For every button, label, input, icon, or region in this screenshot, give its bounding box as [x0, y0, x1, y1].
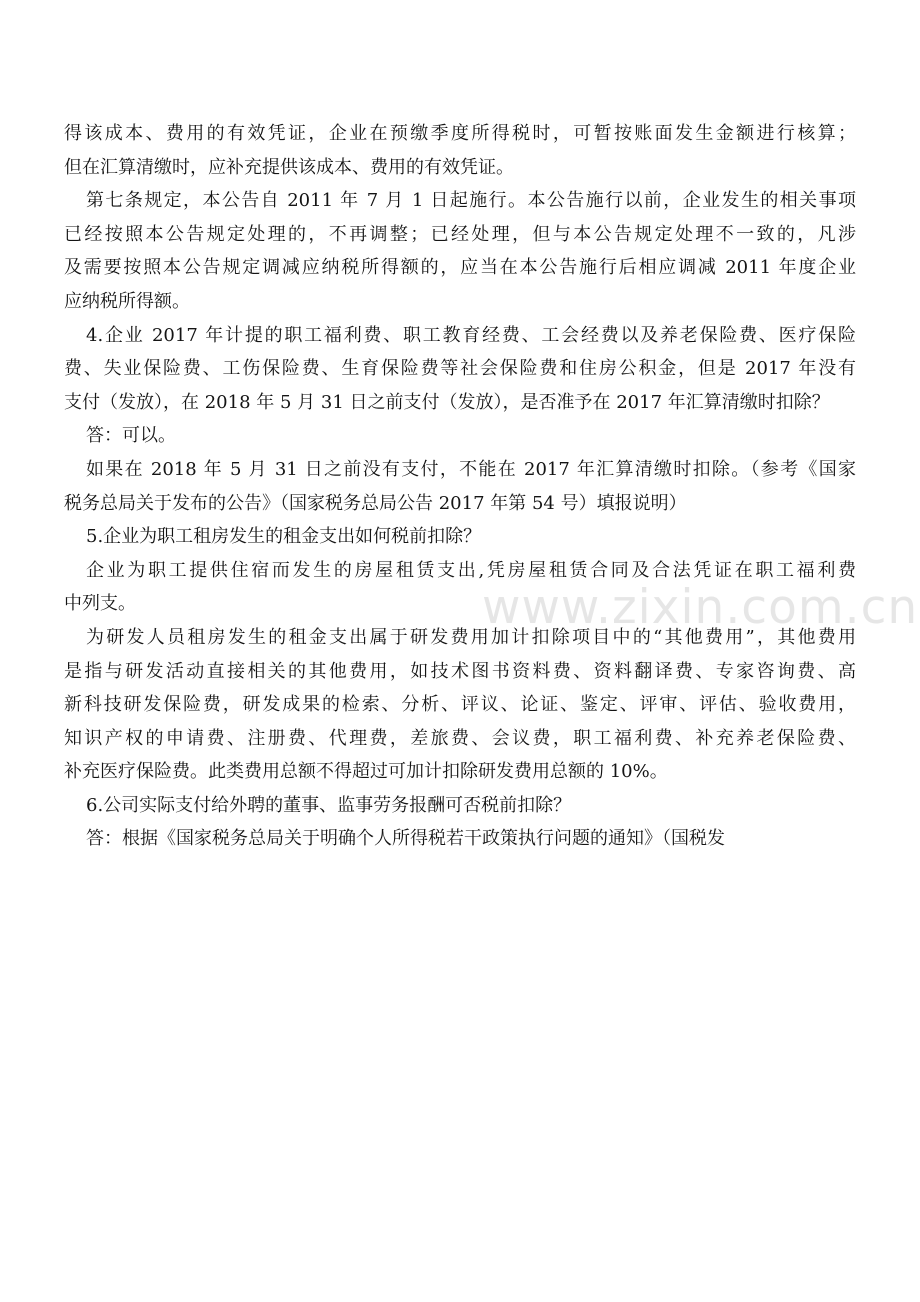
text-line: 第七条规定，本公告自 2011 年 7 月 1 日起施行。本公告施行以前，企业发生的相关事项 [86, 190, 856, 212]
text-line: 中列支。 [64, 593, 136, 615]
text-line: 6.公司实际支付给外聘的董事、监事劳务报酬可否税前扣除？ [86, 794, 572, 816]
text-line: 及需要按照本公告规定调减应纳税所得额的，应当在本公告施行后相应调减 2011 年度企业 [64, 257, 856, 279]
text-line: 答：根据《国家税务总局关于明确个人所得税若干政策执行问题的通知》（国税发 [86, 828, 725, 850]
text-line: 得该成本、费用的有效凭证，企业在预缴季度所得税时，可暂按账面发生金额进行核算； [64, 123, 856, 144]
text-line: 为研发人员租房发生的租金支出属于研发费用加计扣除项目中的“其他费用”，其他费用 [86, 626, 856, 648]
text-line: 知识产权的申请费、注册费、代理费，差旅费、会议费，职工福利费、补充养老保险费、 [64, 727, 856, 749]
watermark: www.zixin.com.cn [482, 580, 919, 635]
text-line: 补充医疗保险费。此类费用总额不得超过可加计扣除研发费用总额的 10%。 [64, 761, 668, 783]
text-line: 如果在 2018 年 5 月 31 日之前没有支付，不能在 2017 年汇算清缴时扣除。（参考《国家 [86, 458, 856, 480]
text-line: 新科技研发保险费，研发成果的检索、分析、评议、论证、鉴定、评审、评估、验收费用， [64, 694, 856, 716]
text-line: 应纳税所得额。 [64, 290, 190, 312]
text-line: 是指与研发活动直接相关的其他费用，如技术图书资料费、资料翻译费、专家咨询费、高 [64, 660, 856, 682]
text-line: 5.企业为职工租房发生的租金支出如何税前扣除？ [86, 526, 482, 548]
text-line: 税务总局关于发布的公告》（国家税务总局公告 2017 年第 54 号）填报说明） [64, 492, 687, 514]
text-line: 4.企业 2017 年计提的职工福利费、职工教育经费、工会经费以及养老保险费、医疗保险 [86, 324, 856, 346]
text-line: 企业为职工提供住宿而发生的房屋租赁支出,凭房屋租赁合同及合法凭证在职工福利费 [86, 559, 856, 581]
text-line: 已经按照本公告规定处理的，不再调整；已经处理，但与本公告规定处理不一致的，凡涉 [64, 223, 856, 245]
text-line: 答：可以。 [86, 425, 176, 447]
text-line: 费、失业保险费、工伤保险费、生育保险费等社会保险费和住房公积金，但是 2017 年没有 [64, 358, 856, 380]
text-line: 但在汇算清缴时，应补充提供该成本、费用的有效凭证。 [64, 156, 514, 178]
text-line: 支付（发放），在 2018 年 5 月 31 日之前支付（发放），是否准予在 2017 年汇算清缴时扣除？ [64, 391, 830, 413]
